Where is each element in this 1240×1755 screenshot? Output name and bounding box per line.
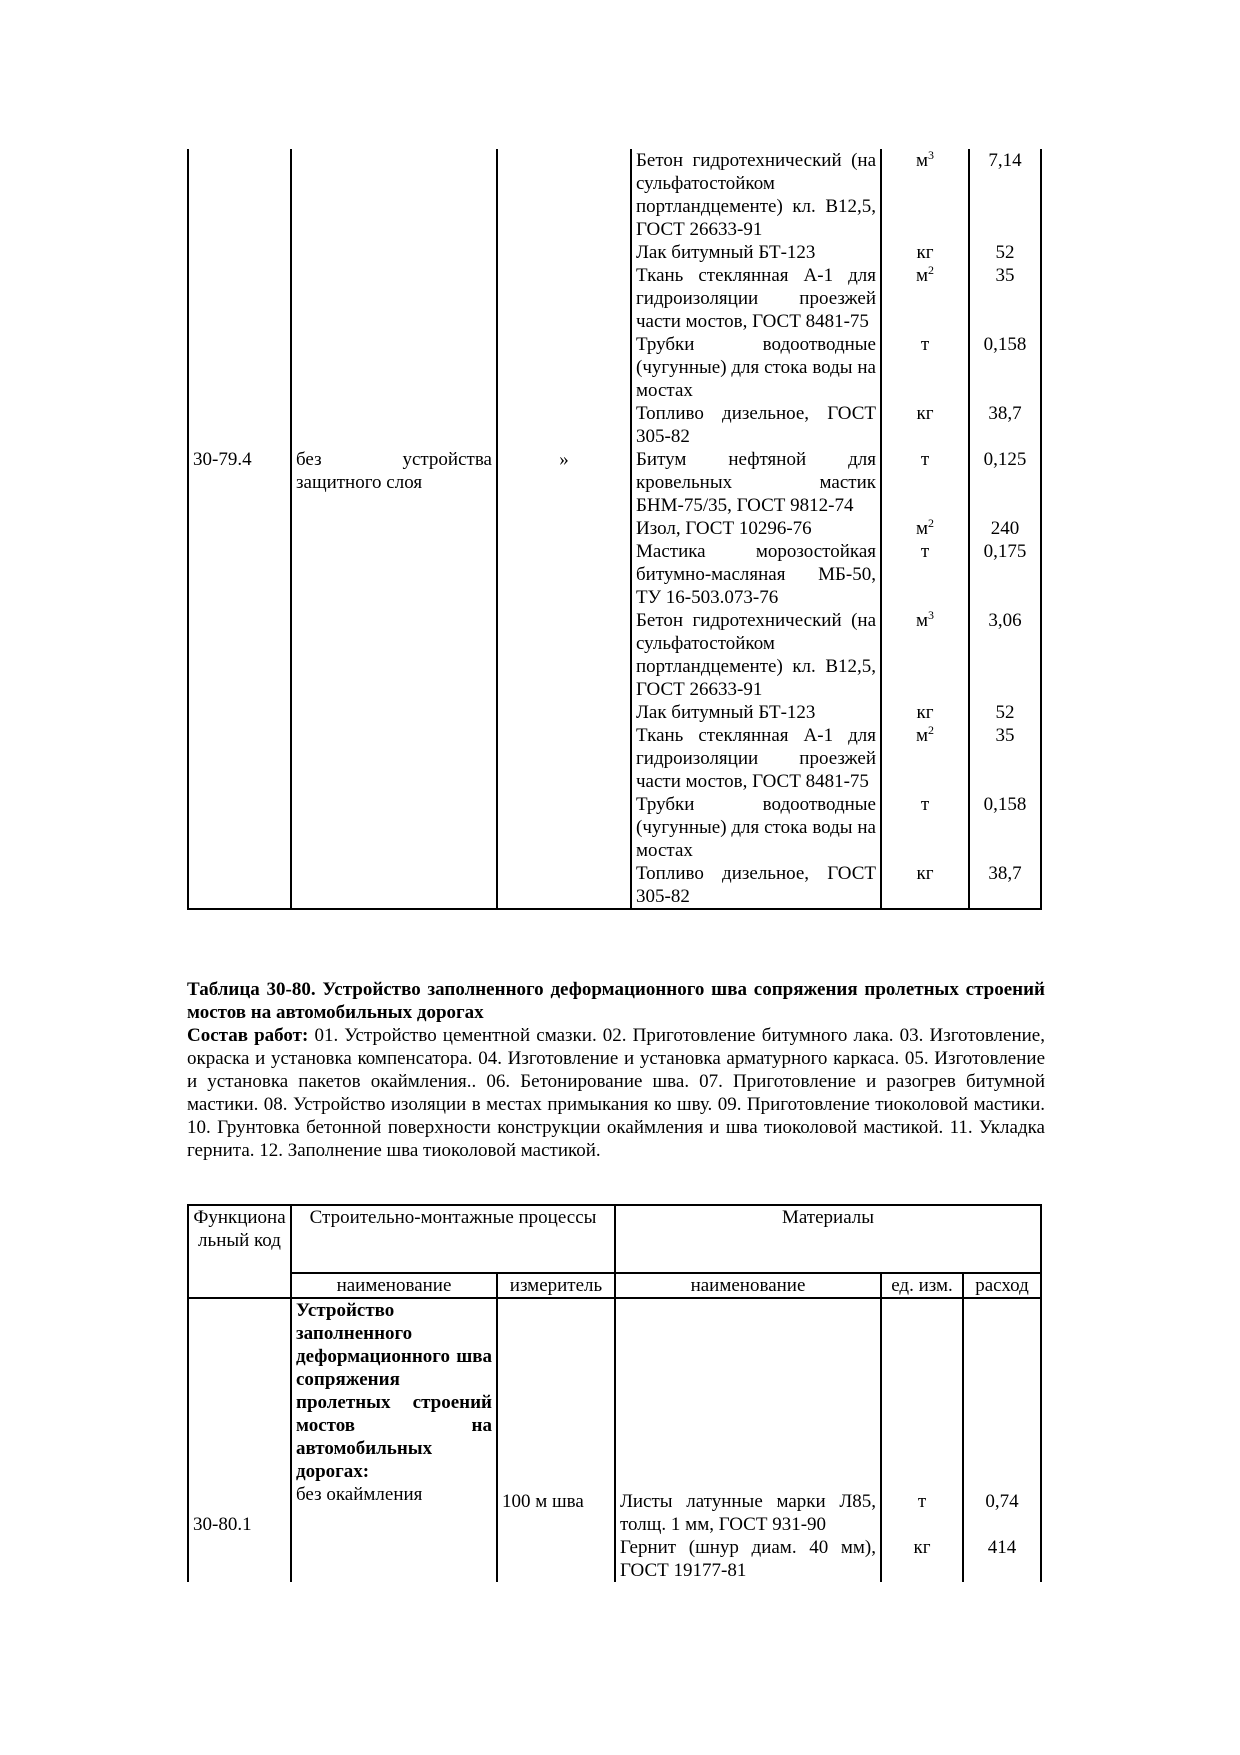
- unit-superscript: 2: [928, 263, 935, 277]
- table-row: [188, 149, 1041, 241]
- cell-code: [188, 701, 291, 724]
- material-unit: т: [881, 448, 969, 517]
- material-qty: 52: [969, 241, 1041, 264]
- table-row: [188, 1298, 1041, 1582]
- cell-process: [291, 701, 497, 724]
- material-name: Лак битумный БТ-123: [631, 241, 881, 264]
- cell-process: [291, 862, 497, 909]
- cell-measure: [497, 264, 631, 333]
- cell-code: [188, 793, 291, 862]
- table-heading: Таблица 30-80. Устройство заполненного деформационного шва сопряжения пролетных строений мостов на автомобильных дорогах: [187, 979, 1045, 1023]
- material-unit: $м^2$: [881, 264, 969, 333]
- unit-superscript: 2: [928, 516, 935, 530]
- unit-superscript: 3: [928, 608, 935, 622]
- material-name: Топливо дизельное, ГОСТ 305-82: [631, 862, 881, 909]
- material-unit: кг: [913, 1537, 931, 1558]
- cell-process: [291, 724, 497, 793]
- table-row: [188, 793, 1041, 862]
- material-unit: т: [881, 793, 969, 862]
- cell-measure: [497, 1298, 615, 1582]
- cell-measure: [497, 241, 631, 264]
- table-row: [188, 862, 1041, 909]
- cell-code: [188, 241, 291, 264]
- cell-qty: [963, 1298, 1041, 1582]
- cell-measure: [497, 701, 631, 724]
- cell-process: [291, 540, 497, 609]
- material-unit: т: [881, 540, 969, 609]
- cell-code: [188, 862, 291, 909]
- material-name: Битум нефтяной для кровельных мастик БНМ-75/35, ГОСТ 9812-74: [631, 448, 881, 517]
- material-unit: т: [917, 1491, 927, 1512]
- process-name: без окаймления: [296, 1484, 423, 1505]
- table-row: [188, 724, 1041, 793]
- material-name: Трубки водоотводные (чугунные) для стока воды на мостах: [631, 793, 881, 862]
- cell-units: [881, 1298, 963, 1582]
- cell-process: [291, 1298, 497, 1582]
- cell-code: [188, 333, 291, 402]
- cell-measure: [497, 149, 631, 241]
- process-measure: 100 м шва: [502, 1491, 584, 1512]
- table-30-79-continuation: [187, 149, 1042, 910]
- cell-process: [291, 264, 497, 333]
- material-unit: $м^2$: [881, 724, 969, 793]
- table-row: [188, 264, 1041, 333]
- table-30-80: [187, 1204, 1042, 1582]
- material-qty: 38,7: [969, 862, 1041, 909]
- cell-measure: »: [497, 448, 631, 517]
- material-unit: $м^3$: [881, 609, 969, 701]
- material-unit: т: [881, 333, 969, 402]
- material-unit: $м^2$: [881, 517, 969, 540]
- header-unit: ед. изм.: [881, 1273, 963, 1298]
- cell-code: [188, 149, 291, 241]
- composition-text: 01. Устройство цементной смазки. 02. Приготовление битумного лака. 03. Изготовление, окраска и установка компенсатора. 04. Изготовление и установка арматурного каркаса. 05. Изготовление и установка пакетов окаймления.. 06. Бетонирование шва. 07. Приготовление и разогрев битумной мастики. 08. Устройство изоляции в местах примыкания ко шву. 09. Приготовление тиоколовой мастики. 10. Грунтовка бетонной поверхности конструкции окаймления и шва тиоколовой мастикой. 11. Укладка гернита. 12. Заполнение шва тиоколовой мастикой.: [187, 1025, 1045, 1161]
- table-row: [188, 701, 1041, 724]
- row-code: 30-80.1: [193, 1514, 252, 1535]
- material-name: Изол, ГОСТ 10296-76: [631, 517, 881, 540]
- table-row: [188, 333, 1041, 402]
- cell-measure: [497, 540, 631, 609]
- material-name: Бетон гидротехнический (на сульфатостойком портландцементе) кл. В12,5, ГОСТ 26633-91: [631, 609, 881, 701]
- material-unit: кг: [881, 402, 969, 448]
- cell-process: [291, 609, 497, 701]
- material-qty: 7,14: [969, 149, 1041, 241]
- table-row: [188, 448, 1041, 517]
- work-composition: [187, 1024, 1045, 1162]
- unit-superscript: 2: [928, 723, 935, 737]
- material-qty: 0,125: [969, 448, 1041, 517]
- material-name: Топливо дизельное, ГОСТ 305-82: [631, 402, 881, 448]
- cell-code: [188, 609, 291, 701]
- cell-process: [291, 149, 497, 241]
- table-row: [188, 241, 1041, 264]
- cell-process: без устройства защитного слоя: [291, 448, 497, 517]
- material-qty: 0,158: [969, 793, 1041, 862]
- material-name: Ткань стеклянная А-1 для гидроизоляции проезжей части мостов, ГОСТ 8481-75: [631, 724, 881, 793]
- cell-measure: [497, 724, 631, 793]
- material-name: Бетон гидротехнический (на сульфатостойком портландцементе) кл. В12,5, ГОСТ 26633-91: [631, 149, 881, 241]
- material-qty: 0,175: [969, 540, 1041, 609]
- header-func-code: Функциональный код: [188, 1205, 291, 1298]
- header-name: наименование: [291, 1273, 497, 1298]
- unit-superscript: 3: [928, 148, 935, 162]
- header-materials: Материалы: [615, 1205, 1041, 1273]
- header-processes: Строительно-монтажные процессы: [291, 1205, 615, 1273]
- cell-code: [188, 517, 291, 540]
- material-qty: 414: [987, 1537, 1017, 1558]
- cell-code: [188, 402, 291, 448]
- table-row: [188, 540, 1041, 609]
- group-title: Устройство заполненного деформационного шва сопряжения пролетных строений мостов на автомобильных дорогах:: [296, 1300, 492, 1482]
- header-measure: измеритель: [497, 1273, 615, 1298]
- cell-measure: [497, 793, 631, 862]
- table-header-row: [188, 1205, 1041, 1273]
- material-qty: 35: [969, 264, 1041, 333]
- cell-measure: [497, 609, 631, 701]
- material-name: Гернит (шнур диам. 40 мм), ГОСТ 19177-81: [620, 1537, 876, 1581]
- header-consumption: расход: [963, 1273, 1041, 1298]
- material-unit: кг: [881, 701, 969, 724]
- cell-process: [291, 793, 497, 862]
- material-name: Трубки водоотводные (чугунные) для стока воды на мостах: [631, 333, 881, 402]
- material-name: Ткань стеклянная А-1 для гидроизоляции проезжей части мостов, ГОСТ 8481-75: [631, 264, 881, 333]
- table-row: [188, 609, 1041, 701]
- table-subheader-row: [188, 1273, 1041, 1298]
- cell-process: [291, 402, 497, 448]
- cell-process: [291, 241, 497, 264]
- header-mat-name: наименование: [615, 1273, 881, 1298]
- cell-measure: [497, 862, 631, 909]
- cell-measure: [497, 402, 631, 448]
- material-name: Листы латунные марки Л85, толщ. 1 мм, ГОСТ 931-90: [620, 1491, 876, 1535]
- cell-measure: [497, 517, 631, 540]
- cell-process: [291, 333, 497, 402]
- material-name: Лак битумный БТ-123: [631, 701, 881, 724]
- cell-code: [188, 264, 291, 333]
- cell-process: [291, 517, 497, 540]
- material-unit: $м^3$: [881, 149, 969, 241]
- material-qty: 38,7: [969, 402, 1041, 448]
- cell-code: [188, 724, 291, 793]
- material-name: Мастика морозостойкая битумно-масляная МБ-50, ТУ 16-503.073-76: [631, 540, 881, 609]
- material-qty: 3,06: [969, 609, 1041, 701]
- cell-measure: [497, 333, 631, 402]
- material-qty: 0,158: [969, 333, 1041, 402]
- material-unit: кг: [881, 241, 969, 264]
- material-qty: 52: [969, 701, 1041, 724]
- material-qty: 0,74: [985, 1491, 1019, 1512]
- cell-code: 30-79.4: [188, 448, 291, 517]
- cell-code: [188, 1298, 291, 1582]
- cell-code: [188, 540, 291, 609]
- table-row: [188, 517, 1041, 540]
- material-qty: 35: [969, 724, 1041, 793]
- composition-label: Состав работ:: [187, 1025, 309, 1046]
- material-unit: кг: [881, 862, 969, 909]
- table-row: [188, 402, 1041, 448]
- material-qty: 240: [969, 517, 1041, 540]
- cell-materials: [615, 1298, 881, 1582]
